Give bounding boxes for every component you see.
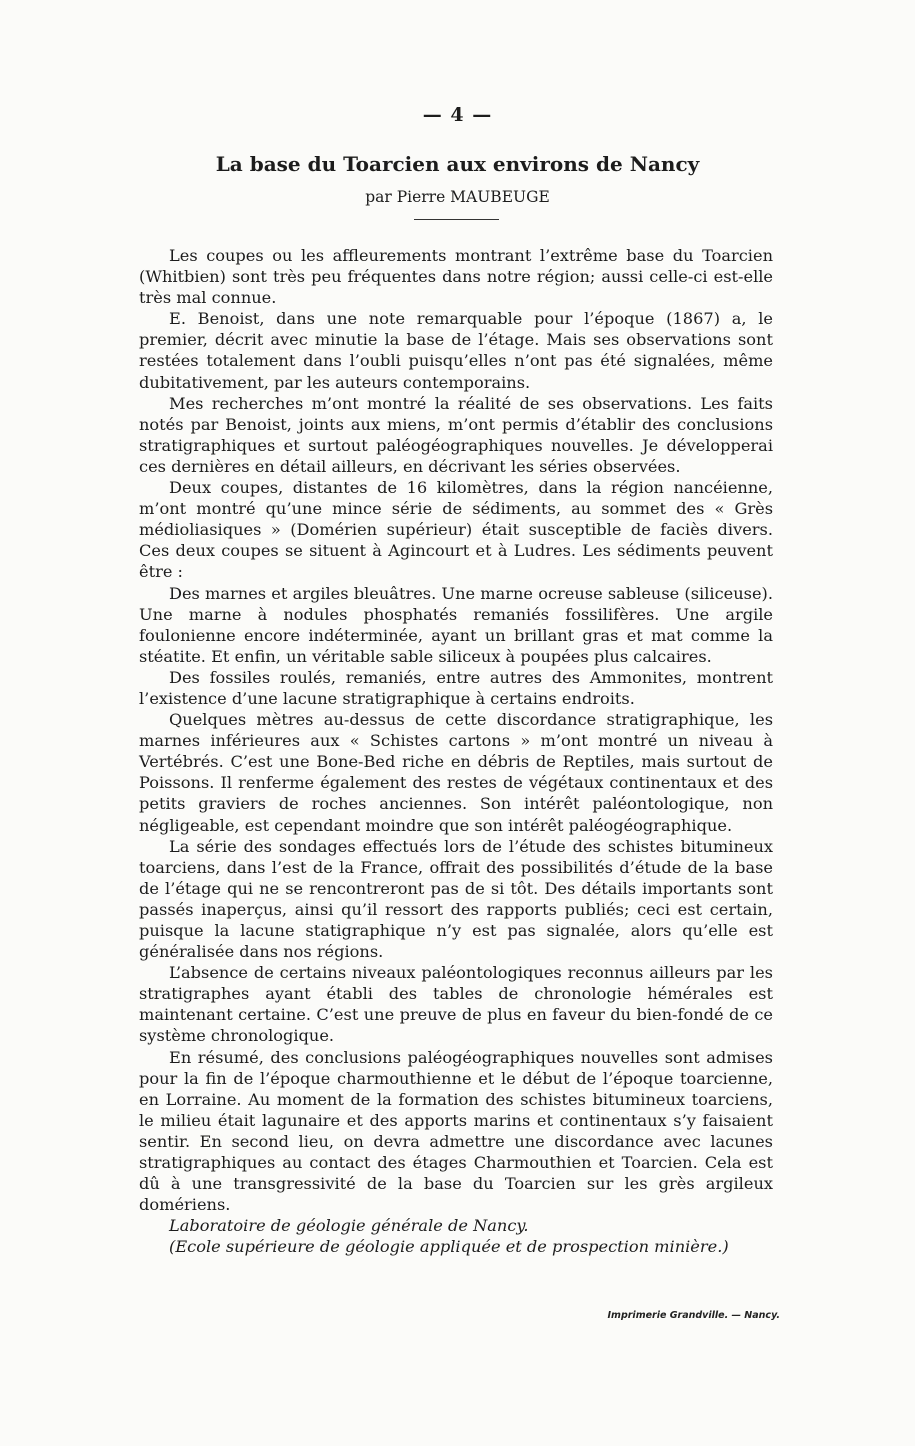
title-rule	[414, 219, 499, 220]
article-title: La base du Toarcien aux environs de Nancy	[215, 152, 700, 176]
paragraph: E. Benoist, dans une note remarquable pour l’époque (1867) a, le premier, décrit avec minutie la base de l’étage. Mais ses observations sont restées totalement dans l’oubli puisqu’elles n’ont pas été signalées, même dubitativement, par les auteurs contemporains.	[139, 309, 773, 392]
printer-imprint: Imprimerie Grandville. — Nancy.	[607, 1310, 780, 1321]
article-body	[139, 245, 773, 1258]
paragraph: Mes recherches m’ont montré la réalité de ses observations. Les faits notés par Benoist, joints aux miens, m’ont permis d’établir des conclusions stratigraphiques et surtout paléogéographiques nouvelles. Je développerai ces dernières en détail ailleurs, en décrivant les séries observées.	[139, 393, 773, 476]
paragraph: Des fossiles roulés, remaniés, entre autres des Ammonites, montrent l’existence d’une lacune stratigraphique à certains endroits.	[139, 667, 773, 708]
paragraph: Quelques mètres au-dessus de cette discordance stratigraphique, les marnes inférieures aux « Schistes cartons » m’ont montré un niveau à Vertébrés. C’est une Bone-Bed riche en débris de Reptiles, mais surtout de Poissons. Il renferme également des restes de végétaux continentaux et des petits graviers de roches anciennes. Son intérêt paléontologique, non négligeable, est cependant moindre que son intérêt paléogéographique.	[139, 710, 773, 835]
paragraph: La série des sondages effectués lors de l’étude des schistes bitumineux toarciens, dans l’est de la France, offrait des possibilités d’étude de la base de l’étage qui ne se rencontreront pas de si tôt. Des détails importants sont passés inaperçus, ainsi qu’il ressort des rapports publiés; ceci est certain, puisque la lacune statigraphique n’y est pas signalée, alors qu’elle est généralisée dans nos régions.	[139, 836, 773, 962]
paragraph: En résumé, des conclusions paléogéographiques nouvelles sont admises pour la fin de l’époque charmouthienne et le début de l’époque toarcienne, en Lorraine. Au moment de la formation des schistes bitumineux toarciens, le milieu était lagunaire et des apports marins et continentaux s’y faisaient sentir. En second lieu, on devra admettre une discordance avec lacunes stratigraphiques au contact des étages Charmouthien et Toarcien. Cela est dû à une transgressivité de la base du Toarcien sur les grès argileux domériens.	[139, 1047, 773, 1215]
paragraph: L’absence de certains niveaux paléontologiques reconnus ailleurs par les stratigraphes ayant établi des tables de chronologie hémérales est maintenant certaine. C’est une preuve de plus en faveur du bien-fondé de ce système chronologique.	[139, 963, 773, 1046]
paragraph: Deux coupes, distantes de 16 kilomètres, dans la région nancéienne, m’ont montré qu’une mince série de sédiments, au sommet des « Grès médioliasiques » (Domérien supérieur) était susceptible de faciès divers. Ces deux coupes se situent à Agincourt et à Ludres. Les sédiments peuvent être :	[139, 478, 773, 582]
affiliation-lab: Laboratoire de géologie générale de Nancy.	[169, 1216, 529, 1236]
affiliation-school: (Ecole supérieure de géologie appliquée et de prospection minière.)	[169, 1237, 729, 1257]
paragraph: Des marnes et argiles bleuâtres. Une marne ocreuse sableuse (siliceuse). Une marne à nodules phosphatés remaniés fossilifères. Une argile foulonienne encore indéterminée, ayant un brillant gras et mat comme la stéatite. Et enfin, un véritable sable siliceux à poupées plus calcaires.	[139, 583, 773, 666]
paragraph: Les coupes ou les affleurements montrant l’extrême base du Toarcien (Whitbien) sont très peu fréquentes dans notre région; aussi celle-ci est-elle très mal connue.	[139, 246, 773, 308]
author-line: par Pierre MAUBEUGE	[365, 188, 550, 206]
page-number: — 4 —	[422, 104, 493, 126]
